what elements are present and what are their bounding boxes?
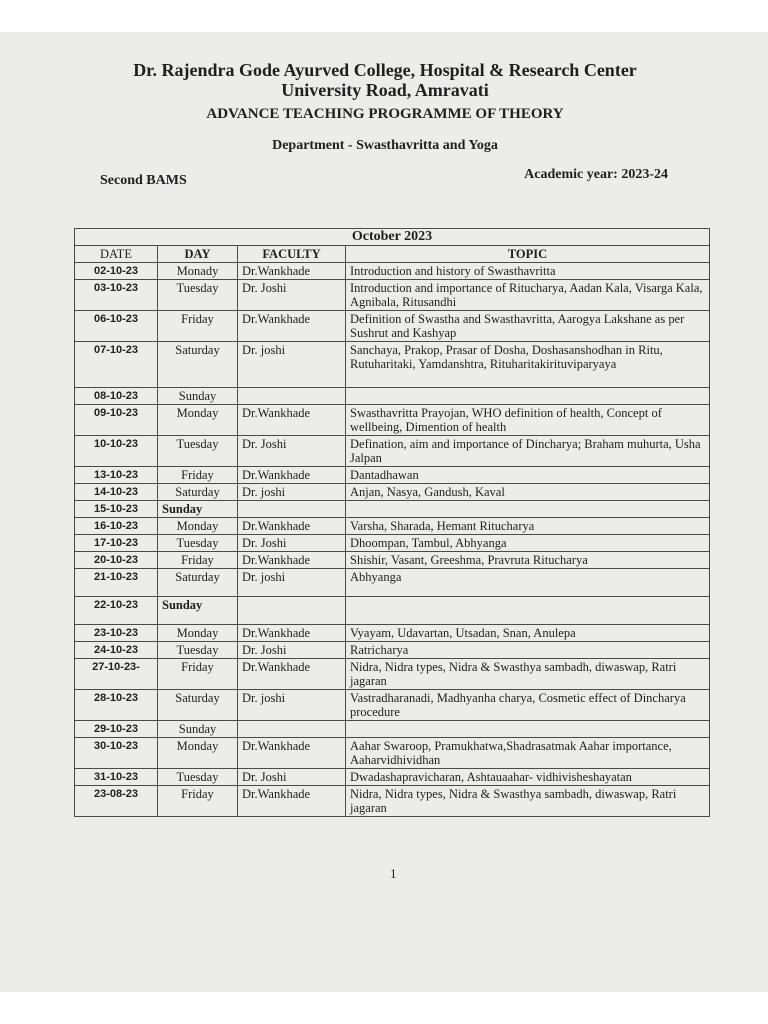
day-cell: Monday: [158, 405, 238, 436]
topic-cell: Vyayam, Udavartan, Utsadan, Snan, Anulepa: [346, 625, 710, 642]
day-cell: Sunday: [158, 501, 238, 518]
table-row: [75, 263, 710, 280]
day-cell: Friday: [158, 552, 238, 569]
topic-cell: Shishir, Vasant, Greeshma, Pravruta Ritucharya: [346, 552, 710, 569]
date-cell: 29-10-23: [75, 721, 158, 738]
faculty-cell: Dr. Joshi: [238, 280, 346, 311]
table-row: [75, 642, 710, 659]
date-cell: 07-10-23: [75, 342, 158, 388]
topic-cell: Dantadhawan: [346, 467, 710, 484]
table-row: [75, 659, 710, 690]
top-border: [0, 0, 768, 32]
date-cell: 09-10-23: [75, 405, 158, 436]
day-cell: Tuesday: [158, 436, 238, 467]
date-cell: 02-10-23: [75, 263, 158, 280]
faculty-cell: Dr.Wankhade: [238, 311, 346, 342]
column-header-date: DATE: [75, 246, 158, 263]
topic-cell: Definition of Swastha and Swasthavritta, Aarogya Lakshane as per Sushrut and Kashyap: [346, 311, 710, 342]
day-cell: Monday: [158, 738, 238, 769]
topic-cell: Ratricharya: [346, 642, 710, 659]
day-cell: Tuesday: [158, 535, 238, 552]
faculty-cell: Dr. Joshi: [238, 642, 346, 659]
faculty-cell: Dr. joshi: [238, 342, 346, 388]
date-cell: 13-10-23: [75, 467, 158, 484]
faculty-cell: Dr. Joshi: [238, 769, 346, 786]
topic-cell: Defination, aim and importance of Dincharya; Braham muhurta, Usha Jalpan: [346, 436, 710, 467]
table-row: [75, 436, 710, 467]
topic-cell: Sanchaya, Prakop, Prasar of Dosha, Doshasanshodhan in Ritu, Rutuharitaki, Yamdanshtra, Rituharitakirituviparyaya: [346, 342, 710, 388]
table-row: [75, 311, 710, 342]
date-cell: 23-10-23: [75, 625, 158, 642]
topic-cell: Nidra, Nidra types, Nidra & Swasthya sambadh, diwaswap, Ratri jagaran: [346, 786, 710, 817]
day-cell: Saturday: [158, 569, 238, 597]
topic-cell: Dwadashapravicharan, Ashtauaahar- vidhivisheshayatan: [346, 769, 710, 786]
day-cell: Saturday: [158, 484, 238, 501]
faculty-cell: Dr.Wankhade: [238, 659, 346, 690]
document-page: [0, 32, 768, 992]
schedule-table: [74, 228, 710, 817]
date-cell: 08-10-23: [75, 388, 158, 405]
topic-cell: [346, 501, 710, 518]
table-row: [75, 388, 710, 405]
programme-title: ADVANCE TEACHING PROGRAMME OF THEORY: [206, 106, 564, 122]
day-cell: Friday: [158, 311, 238, 342]
faculty-cell: Dr. joshi: [238, 484, 346, 501]
day-cell: Monday: [158, 625, 238, 642]
table-row: [75, 786, 710, 817]
faculty-cell: Dr. joshi: [238, 690, 346, 721]
academic-year: Academic year: 2023-24: [524, 167, 668, 182]
table-row: [75, 552, 710, 569]
table-row: [75, 597, 710, 625]
date-cell: 20-10-23: [75, 552, 158, 569]
department-title: Department - Swasthavritta and Yoga: [272, 138, 498, 153]
date-cell: 23-08-23: [75, 786, 158, 817]
date-cell: 14-10-23: [75, 484, 158, 501]
day-cell: Saturday: [158, 342, 238, 388]
day-cell: Tuesday: [158, 769, 238, 786]
faculty-cell: [238, 597, 346, 625]
faculty-cell: [238, 501, 346, 518]
date-cell: 06-10-23: [75, 311, 158, 342]
table-row: [75, 467, 710, 484]
table-row: [75, 625, 710, 642]
date-cell: 22-10-23: [75, 597, 158, 625]
faculty-cell: Dr.Wankhade: [238, 625, 346, 642]
faculty-cell: Dr.Wankhade: [238, 552, 346, 569]
topic-cell: [346, 721, 710, 738]
table-row: [75, 280, 710, 311]
topic-cell: Swasthavritta Prayojan, WHO definition of health, Concept of wellbeing, Dimention of health: [346, 405, 710, 436]
month-row: [75, 229, 710, 246]
college-name: Dr. Rajendra Gode Ayurved College, Hospital & Research Center: [133, 60, 637, 80]
topic-cell: Introduction and history of Swasthavritta: [346, 263, 710, 280]
date-cell: 24-10-23: [75, 642, 158, 659]
faculty-cell: Dr.Wankhade: [238, 263, 346, 280]
topic-cell: Anjan, Nasya, Gandush, Kaval: [346, 484, 710, 501]
table-row: [75, 769, 710, 786]
date-cell: 15-10-23: [75, 501, 158, 518]
faculty-cell: [238, 388, 346, 405]
table-row: [75, 518, 710, 535]
table-row: [75, 569, 710, 597]
topic-cell: Nidra, Nidra types, Nidra & Swasthya sambadh, diwaswap, Ratri jagaran: [346, 659, 710, 690]
day-cell: Monday: [158, 518, 238, 535]
day-cell: Friday: [158, 786, 238, 817]
topic-cell: Abhyanga: [346, 569, 710, 597]
topic-cell: Introduction and importance of Ritucharya, Aadan Kala, Visarga Kala, Agnibala, Ritusandhi: [346, 280, 710, 311]
topic-cell: Vastradharanadi, Madhyanha charya, Cosmetic effect of Dincharya procedure: [346, 690, 710, 721]
table-row: [75, 405, 710, 436]
page-number: 1: [390, 866, 397, 881]
day-cell: Saturday: [158, 690, 238, 721]
column-header-day: DAY: [158, 246, 238, 263]
date-cell: 10-10-23: [75, 436, 158, 467]
date-cell: 28-10-23: [75, 690, 158, 721]
faculty-cell: [238, 721, 346, 738]
table-row: [75, 721, 710, 738]
faculty-cell: Dr. Joshi: [238, 436, 346, 467]
date-cell: 16-10-23: [75, 518, 158, 535]
date-cell: 17-10-23: [75, 535, 158, 552]
table-row: [75, 535, 710, 552]
column-header-faculty: FACULTY: [238, 246, 346, 263]
day-cell: Sunday: [158, 388, 238, 405]
table-row: [75, 501, 710, 518]
date-cell: 03-10-23: [75, 280, 158, 311]
day-cell: Tuesday: [158, 642, 238, 659]
date-cell: 21-10-23: [75, 569, 158, 597]
date-cell: 31-10-23: [75, 769, 158, 786]
table-row: [75, 690, 710, 721]
topic-cell: [346, 388, 710, 405]
faculty-cell: Dr.Wankhade: [238, 405, 346, 436]
topic-cell: Dhoompan, Tambul, Abhyanga: [346, 535, 710, 552]
bottom-border: [0, 992, 768, 1024]
faculty-cell: Dr.Wankhade: [238, 738, 346, 769]
day-cell: Monady: [158, 263, 238, 280]
day-cell: Sunday: [158, 721, 238, 738]
column-header-row: [75, 246, 710, 263]
table-row: [75, 738, 710, 769]
table-row: [75, 342, 710, 388]
faculty-cell: Dr.Wankhade: [238, 786, 346, 817]
faculty-cell: Dr.Wankhade: [238, 467, 346, 484]
topic-cell: Varsha, Sharada, Hemant Ritucharya: [346, 518, 710, 535]
schedule-rows: [75, 263, 710, 817]
faculty-cell: Dr.Wankhade: [238, 518, 346, 535]
day-cell: Sunday: [158, 597, 238, 625]
date-cell: 27-10-23-: [75, 659, 158, 690]
class-label: Second BAMS: [100, 173, 187, 188]
faculty-cell: Dr. Joshi: [238, 535, 346, 552]
faculty-cell: Dr. joshi: [238, 569, 346, 597]
column-header-topic: TOPIC: [346, 246, 710, 263]
month-heading: October 2023: [75, 229, 710, 246]
date-cell: 30-10-23: [75, 738, 158, 769]
college-address: University Road, Amravati: [281, 80, 489, 100]
table-row: [75, 484, 710, 501]
topic-cell: [346, 597, 710, 625]
topic-cell: Aahar Swaroop, Pramukhatwa,Shadrasatmak Aahar importance, Aaharvidhividhan: [346, 738, 710, 769]
day-cell: Friday: [158, 659, 238, 690]
day-cell: Tuesday: [158, 280, 238, 311]
day-cell: Friday: [158, 467, 238, 484]
